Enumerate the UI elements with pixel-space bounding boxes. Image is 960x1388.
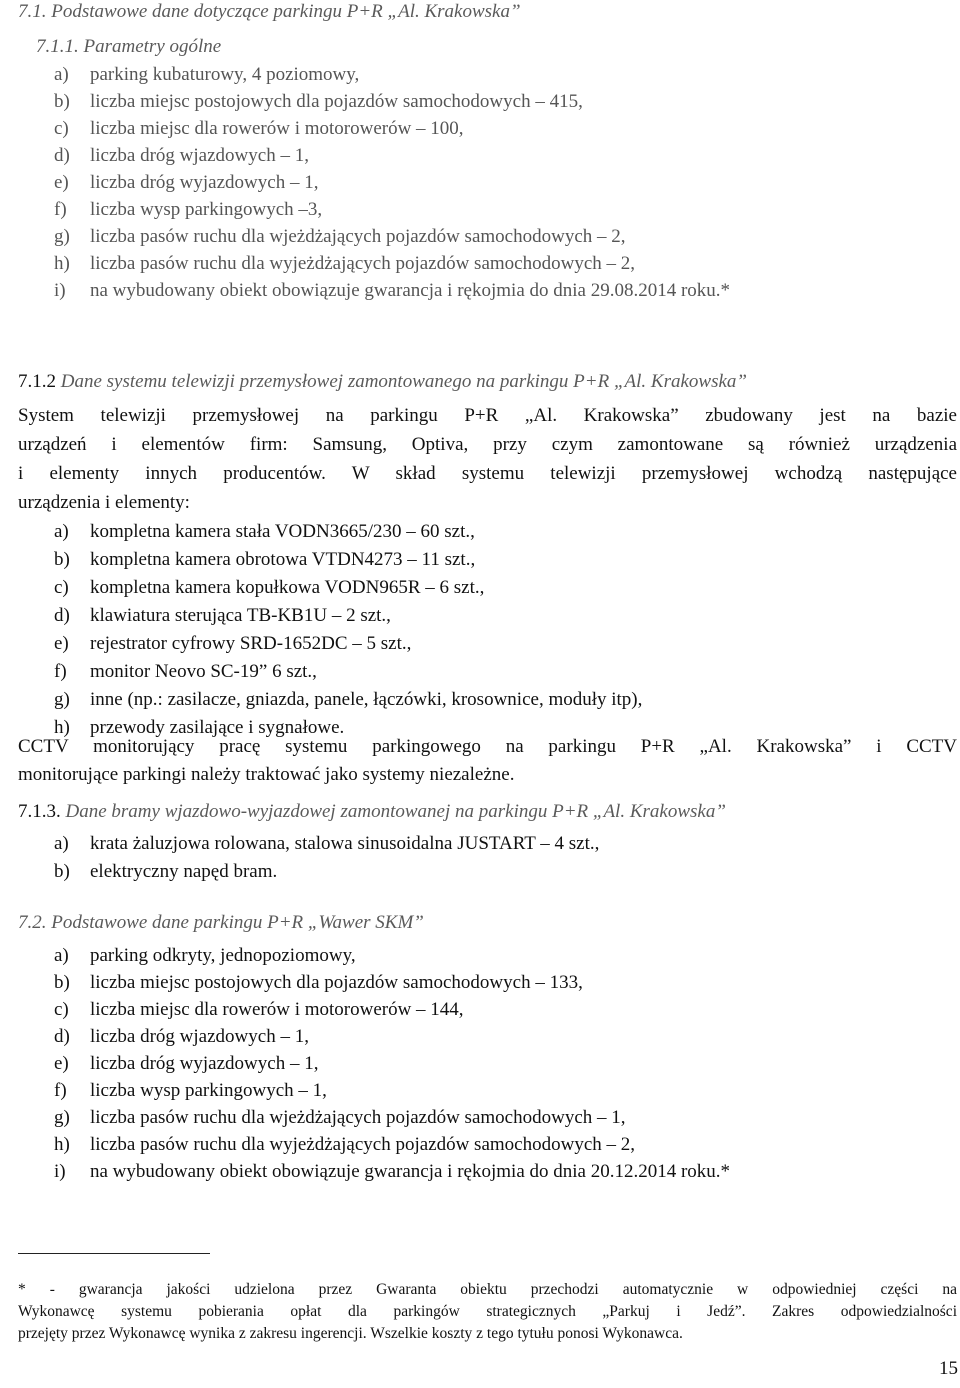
list-item: b) liczba miejsc postojowych dla pojazdów samochodowych – 415,: [54, 91, 583, 112]
list-item: h) liczba pasów ruchu dla wyjeżdżających pojazdów samochodowych – 2,: [54, 253, 635, 274]
list-item: a) kompletna kamera stała VODN3665/230 – 60 szt.,: [54, 521, 475, 542]
list-item: b) kompletna kamera obrotowa VTDN4273 – 11 szt.,: [54, 549, 476, 570]
list-item: g) liczba pasów ruchu dla wjeżdżających pojazdów samochodowych – 2,: [54, 226, 626, 247]
paragraph-line: urządzeń i elementów firm: Samsung, Optiva, przy czym zamontowane są również urządzenia: [18, 434, 957, 455]
footnote-line: * - gwarancja jakości udzielona przez Gwaranta obiektu przechodzi automatycznie w odpowiedniej części na: [18, 1281, 957, 1298]
list-item: h) przewody zasilające i sygnałowe.: [54, 717, 345, 738]
section-7-1-2-heading: 7.1.2 Dane systemu telewizji przemysłowej zamontowanego na parkingu P+R „Al. Krakowska”: [18, 371, 747, 392]
list-item: e) liczba dróg wyjazdowych – 1,: [54, 1053, 319, 1074]
paragraph-line: CCTV monitorujący pracę systemu parkingowego na parkingu P+R „Al. Krakowska” i CCTV: [18, 736, 957, 757]
list-item: b) elektryczny napęd bram.: [54, 861, 278, 882]
list-item: d) liczba dróg wjazdowych – 1,: [54, 1026, 309, 1047]
list-item: a) parking odkryty, jednopoziomowy,: [54, 945, 356, 966]
list-item: f) liczba wysp parkingowych –3,: [54, 199, 323, 220]
page-number: 15: [939, 1358, 958, 1379]
section-7-1-1-heading: 7.1.1. Parametry ogólne: [36, 36, 222, 57]
list-item: g) inne (np.: zasilacze, gniazda, panele, łączówki, krosownice, moduły itp),: [54, 689, 643, 710]
list-item: i) na wybudowany obiekt obowiązuje gwarancja i rękojmia do dnia 29.08.2014 roku.*: [54, 280, 731, 301]
paragraph-line: System telewizji przemysłowej na parkingu P+R „Al. Krakowska” zbudowany jest na bazie: [18, 405, 957, 426]
footnote-line: Wykonawcę systemu pobierania opłat dla parkingów strategicznych „Parkuj i Jedź”. Zakres odpowiedzialności: [18, 1303, 957, 1320]
list-item: d) klawiatura sterująca TB-KB1U – 2 szt.,: [54, 605, 391, 626]
list-item: h) liczba pasów ruchu dla wyjeżdżających pojazdów samochodowych – 2,: [54, 1134, 635, 1155]
paragraph-line: urządzenia i elementy:: [18, 492, 190, 513]
list-item: f) liczba wysp parkingowych – 1,: [54, 1080, 327, 1101]
list-item: f) monitor Neovo SC-19” 6 szt.,: [54, 661, 317, 682]
list-item: i) na wybudowany obiekt obowiązuje gwarancja i rękojmia do dnia 20.12.2014 roku.*: [54, 1161, 731, 1182]
paragraph-line: i elementy innych producentów. W skład systemu telewizji przemysłowej wchodzą następujące: [18, 463, 957, 484]
list-item: d) liczba dróg wjazdowych – 1,: [54, 145, 309, 166]
list-item: b) liczba miejsc postojowych dla pojazdów samochodowych – 133,: [54, 972, 583, 993]
list-item: e) rejestrator cyfrowy SRD-1652DC – 5 szt.,: [54, 633, 412, 654]
section-7-1-3-heading: 7.1.3. Dane bramy wjazdowo-wyjazdowej zamontowanej na parkingu P+R „Al. Krakowska”: [18, 801, 726, 822]
paragraph-line: monitorujące parkingi należy traktować jako systemy niezależne.: [18, 764, 515, 785]
list-item: c) liczba miejsc dla rowerów i motorowerów – 144,: [54, 999, 464, 1020]
list-item: c) kompletna kamera kopułkowa VODN965R – 6 szt.,: [54, 577, 485, 598]
section-7-2-heading: 7.2. Podstawowe dane parkingu P+R „Wawer SKM”: [18, 912, 424, 933]
footnote-divider: [18, 1253, 210, 1254]
list-item: e) liczba dróg wyjazdowych – 1,: [54, 172, 319, 193]
footnote-line: przejęty przez Wykonawcę wynika z zakresu ingerencji. Wszelkie koszty z tego tytułu ponosi Wykonawca.: [18, 1325, 683, 1342]
list-item: a) parking kubaturowy, 4 poziomowy,: [54, 64, 360, 85]
list-item: g) liczba pasów ruchu dla wjeżdżających pojazdów samochodowych – 1,: [54, 1107, 626, 1128]
list-item: c) liczba miejsc dla rowerów i motorowerów – 100,: [54, 118, 464, 139]
section-7-1-heading: 7.1. Podstawowe dane dotyczące parkingu P+R „Al. Krakowska”: [18, 1, 521, 22]
list-item: a) krata żaluzjowa rolowana, stalowa sinusoidalna JUSTART – 4 szt.,: [54, 833, 600, 854]
